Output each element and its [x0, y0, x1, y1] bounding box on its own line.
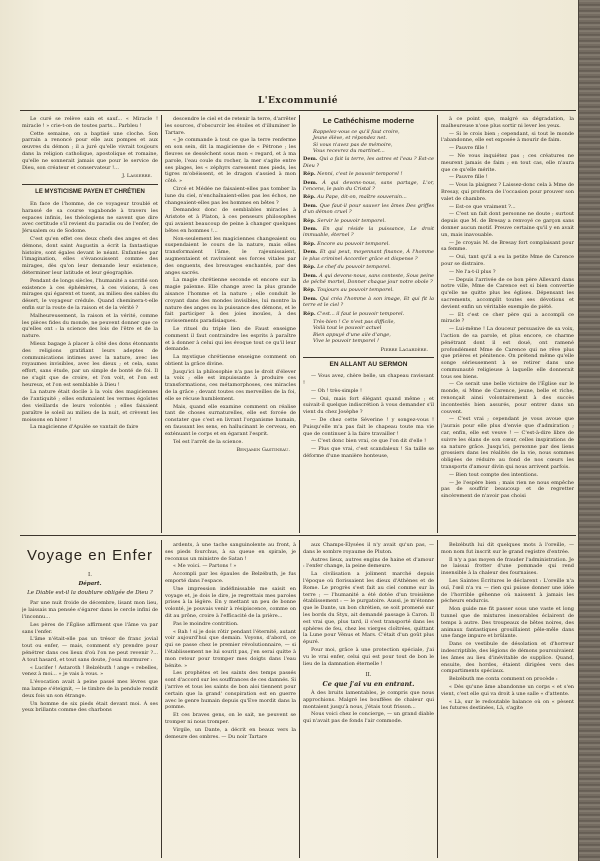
paragraph: Mais, quand elle examine comment on réalise tant de choses surnaturelles, elle est forcée de constater que c'est en livrant l'organisme humain, en faussant les sens, en hallucinant le cerveau, en exténuant le corps et en égarant l'esprit.	[165, 403, 296, 437]
paragraph: Pas le moindre contrition.	[173, 620, 239, 627]
dialogue-text: C'est... il faut le pouvoir temporel.	[317, 310, 405, 317]
verse-line: Voilà tout le pouvoir actuel	[313, 325, 382, 332]
speaker-label: Rép.	[303, 287, 316, 294]
closing-stanza	[313, 319, 434, 345]
speaker-label: Rép.	[303, 194, 316, 201]
column-rule	[299, 115, 300, 533]
paragraph: — Depuis l'arrivée de ce bon père Allevard dans notre ville, Mme de Carence est si bien convertie qu'elle ne quitte plus les églises. Dépensant les sacrements, accomplit toutes ses dévotions et devient enfin un véritable exemple de piété.	[441, 276, 574, 310]
speaker-label: Rép.	[303, 310, 316, 317]
catechism-dialogue	[303, 156, 434, 317]
dialogue-text: En qui réside la puissance, Le droit immuable, éternel ?	[303, 226, 434, 239]
dialogue-line	[303, 194, 434, 200]
column-rule	[437, 540, 438, 858]
paragraph: Mon guide me fit passer sous une vaste et long tunnel que de mixtures inexorables éclairent de temps à autre. Des troupeaux de bêtes noires, des animaux fantastiques grouillaient pêle-mêle dans une fange impure et brûlante.	[441, 606, 574, 640]
chapter-number: II.	[365, 672, 372, 679]
paragraph: À des bruits lamentables, je compris que nous approchions. Malgré les bouffées de chaleur qui montaient jusqu'à nous, j'étais tout frisson...	[303, 689, 434, 710]
paragraph: « Me voici. — Partons ! »	[173, 563, 237, 570]
signature: Benjamin Gastineau.	[236, 447, 290, 454]
speaker-label: Dem.	[303, 272, 318, 279]
paragraph: ardents, à une tache sanguinolente au front, à ses pieds fourchus, à sa queue en spirale, je reconnus un ministre de Satan !	[165, 542, 296, 562]
chapter-number: I.	[88, 572, 92, 578]
column-rule	[161, 540, 162, 858]
paragraph: « Je commande à tout ce que la terre renferme en son sein, dit la magicienne de « Pétrone ; les fleuves se dessèchent sous mon « regard, et à ma parole, l'eau coule du rocher, la mer s'agite entre ses plages, les « zéphyrs caressent mes pieds, les tigres m'obéissent, et le dragon s'assied à mon côté. »	[165, 137, 296, 185]
dialogue-line	[303, 156, 434, 169]
paragraph: L'évocation avait à peine passé mes lèvres que ma lampe s'éteignit, — le timbre de la pendule rendit deux fois un son étrange.	[22, 679, 158, 699]
chapter-title: Ce que j'ai vu en entrant.	[322, 680, 415, 689]
dialogue-line	[303, 287, 434, 293]
dialogue-line	[303, 273, 434, 286]
paragraph: Circé et Médée ne faisaient-elles pas tomber la lune du ciel, n'enchaînaient-elles pas les échos, ne changeaient-elles pas les hommes en bêtes ?	[165, 185, 296, 206]
paragraph: La mystique chrétienne enseigne comment on obtient la grâce divine.	[165, 354, 296, 367]
paragraph: Le rituel du triple lien de Faust enseigne comment il faut contraindre les esprits à paraître et à donner à celui qui les évoque tout ce qu'il leur demande.	[165, 325, 296, 353]
dialogue-text: Nenni, c'est le pouvoir temporel !	[317, 171, 403, 178]
paragraph: Mieux bagage à placer à côté des dons étonnants des religions gratifiant leurs adeptes de communications intimes avec la nature, avec les royaumes invisibles, avec les dieux ; et cela, sans effort, sans étude, par un simple de bonté de foi. Il ne s'agit que de croire, et l'on voit, et l'on est heureux, et l'on est semblable à Dieu !	[22, 340, 158, 388]
paragraph: Les pères de l'Église affirment que l'âme va par sans l'enfer.	[22, 621, 158, 635]
paragraph: « Bah ! si je dois rôtir pendant l'éternité, autant voir aujourd'hui que demain. Voyons, d'abord, ce qui se passe chez le premier révolutionnaire, — si l'établissement ne lui sourit pas, j'en serai quitte à mon retour pour tromper mes doigts dans l'eau bénite. »	[165, 628, 296, 669]
paragraph: — Est-ce que vraiment ?...	[449, 203, 516, 210]
speaker-label: Dem.	[303, 226, 318, 233]
bottom-column-1	[22, 570, 158, 858]
paragraph: Jusqu'ici la philosophie n'a pas le droit d'élever la voix ; elle est impuissante à produire ces transformations, ces métamorphoses, ces miracles de la grâce ; devant toutes ces merveilles de la foi, elle se récuse humblement.	[165, 368, 296, 402]
article-title: LE MYSTICISME PAYEN ET CHRÉTIEN	[35, 189, 145, 196]
paragraph: — C'est donc bien vrai, ce que l'on dit d'elle !	[311, 438, 427, 445]
verse-line: Jeune élève, et répondez net.	[313, 135, 387, 142]
paragraph: — Et c'est ce cher père qui a accompli ce miracle ?	[441, 311, 574, 325]
dialogue-text: À qui devons-nous, sans conteste, Sous peine de péché mortel, Donner chaque jour notre obole ?	[303, 272, 434, 285]
paragraph: — Bien tout compte des intentions.	[449, 471, 539, 478]
verse-line: Rappelez-vous ce qu'il faut croire,	[313, 128, 400, 135]
paragraph: — Ne vous inquiétez pas ; ces créatures ne meurent jamais de faim ; en tout cas, elle n'aura que ce qu'elle mérite.	[441, 152, 574, 173]
paragraph: Accompli par les épaules de Belzébuth, je fus emporté dans l'espace.	[165, 571, 296, 584]
column-rule	[161, 115, 162, 533]
speaker-label: Dem.	[303, 179, 318, 186]
verse-line: Si vous n'avez pas de mémoire,	[313, 141, 393, 148]
paragraph: Belzébuth me conta comment on procède :	[449, 676, 558, 683]
paragraph: Dans ce vestibule de désolation et d'horreur indescriptible, des légions de démons poursuivaient les âmes au lieu d'inévitable de supplice. Quand, ensuite, des hordes, étaient dirigées vers des compartiments spéciaux.	[441, 641, 574, 675]
paragraph: — C'est un fait dont personne ne doute ; surtout depuis que M. de Bresay a renvoyé ce garçon sans donner aucun motif. Preuve certaine qu'il y en avait un, mais inavouable.	[441, 211, 574, 238]
bottom-column-4	[441, 542, 574, 858]
dialogue-line	[303, 311, 434, 317]
paragraph: Pendant de longs siècles, l'humanité a sacrifié son existence à ces éphémères, à ces visions, à ces mirages qui égarent et tuent, au milieu des sables du désert, le voyageur crédule. Quand cheminera-t-elle enfin sur la route de la raison et de la vérité ?	[22, 277, 158, 311]
paragraph: — Je l'espère bien ; mais rien ne nous empêche pas de souffrir beaucoup et de regretter sincèrement de n'avoir pas choisi	[441, 479, 574, 500]
paragraph: — Oui, tant qu'il a eu la petite Mme de Carence pour se distraire.	[441, 254, 574, 267]
paragraph: La magie chrétienne seconde et encore sur la magie païenne. Elle change avec la plus grande aisance l'homme et la nature ; elle conduit le croyant dans des mondes invisibles, lui montre la nature des anges ou la puissance des démons, et le fait participer à des joies inouïes, à des ravissements paradisiaques.	[165, 277, 296, 325]
dialogue-line	[303, 218, 434, 224]
paragraph: La civilisation a joliment marché depuis l'époque où florissaient les dieux d'Athènes et de Rome. Le progrès s'est fait au ciel comme sur la terre ; — l'humanité a été dotée d'un troisième établissement : — le purgatoire. Aussi, je m'étonne que le Dante, un bon chrétien, se soit promené sur les bords du Styx, ait demandé passage à Caron. Il est vrai que, plus tard, il s'est transporté dans les sphères de feu, chez les vierges cloîtrées, quittant la Lune pour Vénus et Mars. C'était d'un goût plus épuré.	[303, 571, 434, 646]
divider	[22, 184, 158, 185]
paragraph: — Vous la plaignez ? Laissez-donc cela à Mme de Bresay, qui profitera de l'occasion pour prouver son valet de chambre.	[441, 182, 574, 202]
speaker-label: Rép.	[303, 264, 316, 271]
paragraph: Nous voici chez le concierge, — un grand diable qui n'avait pas de fonds l'air commode.	[303, 711, 434, 725]
dialogue-line	[303, 226, 434, 239]
paragraph: — Lui-même ! La douceur persuasive de sa voix, l'action de sa parole, et plus encore, ce charme pénétrant dont il est doué, ont ramené profondément Mme de Carence qui ne rêve plus que prières et pénitence. On prétend même qu'elle songe sérieusement à se retirer dans une communauté religieuse à laquelle elle donnerait tous ses biens.	[441, 326, 574, 380]
paragraph: La nature était docile à la voix des magiciennes de l'antiquité ; elles enfumaient les vermes égoïstes des vieillards de leurs volontés ; elles faisaient paraître le soleil au milieu de la nuit, et crèvent les moissons en hiver !	[22, 389, 158, 423]
paragraph: — C'est vrai ; cependant je vous avoue que j'aurais pour elle plus d'envie que d'admiration ; car, enfin, elle est veuve ! — C'est-à-dire libre de suivre les élans de son cœur, celles inspirations de sa nature grâce. Jusqu'ici, personne par des liens grossiers dans les réalités de la vie, nous sommes obligées de réduire au fond de nos cœurs les transports d'amour divin qui nous arrivent parfois.	[441, 416, 574, 471]
paragraph: Il n'y a pas moyen de frauder l'administration. Je ne laissai frotter d'une pommade qui rend insensible à la chaleur des fournaises.	[441, 556, 574, 577]
paragraph: « Dès qu'une âme abandonne un corps « et s'en vient, c'est elle qui va droit à une salle « d'attente.	[441, 683, 574, 697]
paragraph: — Pauvre fille !	[449, 145, 488, 152]
section-title: EN ALLANT AU SERMON	[329, 361, 408, 369]
column-2	[165, 116, 296, 532]
feuilleton-title: Voyage en Enfer	[27, 547, 153, 564]
paragraph: — Ce serait une belle victoire de l'Église sur le monde, si Mme de Carence, jeune, belle et riche, renonçait ainsi volontairement à des succès incontestés bien assurés, pour entrer dans un couvent.	[441, 381, 574, 415]
paragraph: Un homme de six pieds était devant moi. À ses yeux brillants comme des charbons	[22, 700, 158, 714]
dialogue-text: Au Pape, dit-on, maître souverain...	[317, 194, 407, 201]
column-1	[22, 116, 158, 532]
dialogue-text: Et qui peut, moyennant finance, À l'homme le plus criminel Accorder grâce et dispense ?	[303, 249, 434, 262]
paragraph: Tel est l'arrêt de la science.	[173, 438, 243, 445]
paragraph: C'est qu'en effet ces deux chefs des anges et des démons, dont saint Augustin a écrit la fantastique histoire, sont égales devant le néant. Enfantées par l'imagination, elles s'évanouissent comme des mirages, dès qu'on leur demande leur existence, déterminer leur latitude et leur géographie.	[22, 235, 158, 276]
dialogue-text: Que faut-il pour sauver les âmes Des griffes d'un démon cruel ?	[303, 202, 434, 216]
verse-line: Bien appuyé d'une aile d'ange,	[313, 331, 391, 338]
speaker-label: Dem.	[303, 249, 318, 256]
paragraph: — Je croyais M. de Bresay fort complaisant pour sa femme.	[441, 239, 574, 253]
paragraph: — Vous avez, chère belle, un chapeau ravissant !	[303, 373, 434, 386]
paragraph: Et ces braves gens, on le sait, ne peuvent se tromper ni nous tromper.	[165, 712, 296, 725]
paragraph: descendre le ciel et de retenir la terre, d'arrêter les sources, d'obscurcir les étoiles et d'illuminer le Tartare.	[165, 116, 296, 136]
paragraph: Virgile, un Dante, a décrit en beaux vers la demeure des ombres. — Du noir Tartare	[165, 726, 296, 740]
bottom-column-3	[303, 542, 434, 858]
dialogue-line	[303, 203, 434, 216]
speaker-label: Dem.	[303, 295, 318, 302]
paragraph: Belzébuth lui dit quelques mots à l'oreille, — mon nom fut inscrit sur le grand registre d'entrée.	[441, 542, 574, 555]
dialogue-text: Le chef du pouvoir temporel.	[317, 264, 391, 271]
paragraph: L'âme n'était-elle pas un trésor de franc jovial tout ou enfer, — mais, comment s'y prendre pour pénétrer dans ces lieux d'où l'on ne peut revenir ?... A tout hasard, et tout sans doute, j'osai murmurer :	[22, 636, 158, 663]
paragraph: « Là, sur le redoutable balance où on « pèsent les futures destinées, Là, s'agite	[441, 698, 574, 712]
signature: J. Lasserre.	[122, 173, 152, 180]
paragraph: — Ne l'a-t-il plus ?	[449, 268, 496, 275]
divider	[303, 357, 434, 358]
dialogue-line	[303, 241, 434, 247]
chapter-subtitle: Le Diable est-il la doublure obligée de Dieu ?	[27, 589, 153, 596]
dialogue-line	[303, 249, 434, 262]
paragraph: — Plus que vrai, c'est scandaleux ! Sa taille se déforme d'une manière honteuse,	[303, 446, 434, 459]
speaker-label: Dem.	[303, 156, 318, 163]
paragraph: — Pauvre fille !	[449, 174, 488, 181]
speaker-label: Dem.	[303, 202, 318, 209]
bottom-column-2	[165, 542, 296, 858]
book-binding-edge	[578, 0, 600, 861]
paragraph: Par une nuit froide de décembre, lisant mon lieu, je laissais ma pensée s'égarer dans le cercle infini de l'inconnu...	[22, 600, 158, 620]
verse-line: Vous recevrez du martinet...	[313, 148, 385, 155]
signature: Pierre Lagardère.	[380, 346, 428, 353]
column-3	[303, 116, 434, 532]
column-4	[441, 116, 574, 532]
paragraph: En face de l'homme, de ce voyageur troublé et harassé de sa course vagabonde à travers les espaces infinis, les théologiens ne savent que dire avec certitude s'il revient du paradis ou de l'enfer, de Jérusalem ou de Sodome.	[22, 200, 158, 235]
paragraph: Le curé se relève sain et sauf... « Miracle ! miracle ! » crie-t-on de toutes parts... Parbleu !	[22, 116, 158, 129]
paragraph: aux Champs-Élysées il n'y avait qu'un pas, — dans le sombre royaume de Pluton.	[303, 542, 434, 555]
dialogue-text: Encore au pouvoir temporel.	[317, 240, 390, 247]
dialogue-line	[303, 296, 434, 309]
paragraph: — Oui, mais fort élégant quand même ; et suivait-il quelque indiscrétion à vous demander s'il vient du chez Josèphe ?	[303, 395, 434, 416]
dialogue-line	[303, 264, 434, 270]
paragraph: Les prophètes et les saints des temps passés sont d'accord sur les souffrances de ces damnés. Si j'arrive et tous les saints de bon aloi tiennent pour certain que la grand' conspiration est en guerre avec le genre humain depuis qu'Eve mordit dans la pomme.	[165, 670, 296, 711]
dialogue-text: Qui a fait la terre, les astres et l'eau ? Est-ce Dieu ?	[303, 156, 434, 169]
dialogue-line	[303, 180, 434, 193]
dialogue-text: À qui devons-nous, sans partage, L'or, l'encens, le pain du Cristal ?	[303, 179, 434, 193]
column-rule	[299, 540, 300, 858]
header-rule	[20, 110, 576, 111]
paragraph: Autres lieux, autres engins de haine et d'amour : l'enfer change, la peine demeure.	[303, 556, 434, 570]
epigraph	[313, 129, 434, 155]
page-header: L'Excommunié	[257, 96, 339, 106]
paragraph: La magicienne d'Apulée se vantait de faire	[30, 424, 139, 431]
dialogue-text: Qui créa l'homme à son image, Et qui fit la terre et le ciel ?	[303, 295, 434, 309]
paragraph: à ce point que, malgré sa dégradation, la malheureuse n'ose plus sortir ni lever les yeux.	[441, 116, 574, 129]
paragraph: Pour moi, grâce à une protection spéciale, j'ai vu le vrai enfer, celui qui est pour tout de bon le lieu de la damnation éternelle !	[303, 646, 434, 667]
speaker-label: Rép.	[303, 171, 316, 178]
verse-line: Vive le pouvoir temporel !	[313, 338, 379, 345]
paragraph: Une impression indéfinissable me saisit en voyage et, je dois le dire, je regrettais mes paroles prises à la légère. En y mettant un peu de bonne volonté, je pouvais venir à résipiscence, comme on dit au prône, croire à l'efficacité de la prière...	[165, 585, 296, 619]
dialogue-text: Toujours au pouvoir temporel.	[317, 287, 394, 294]
paragraph: Malheureusement, la raison et la vérité, comme les pièces fides du monde, ne peuvent donner que ce qu'elles ont : la science des lois de l'être et de la nature.	[22, 312, 158, 340]
chapter-title: Départ.	[78, 580, 102, 587]
verse-line: Très-bien ! Ce n'est pas difficile,	[313, 318, 396, 325]
paragraph: — Si le crois bien ; cependant, si tout le monde l'abandonne, elle est exposée à mourir de faim.	[441, 130, 574, 144]
paragraph: Non-seulement les magiciennes changeaient ou suspendaient le cours de la nature, mais elles transformaient l'âme, le rajeunissaient, augmentaient et ravivaient ses forces vitales par des onguents, des breuvages enchantés, par des anges sacrés.	[165, 235, 296, 276]
paragraph: Les Saintes Écritures le déclarent : L'oreille n'a ouï, l'œil n'a vu — rien qui puisse donner une idée de l'horrible géhenne où naissent à jamais les pécheurs endurcis.	[441, 577, 574, 605]
section-rule	[20, 535, 576, 536]
poem-title: Le Cathéchisme moderne	[322, 116, 415, 125]
paragraph: « Lucifer ! Astaroth ! Belzébuth ! ange « rebelles, venez à moi... » je vais à vous. »	[22, 664, 158, 678]
paragraph: — De chez cette Séverine ! y songez-vous ! Puisqu'elle m'a pas fait le chapeau toute ma vie que de continuer à la faire travailler !	[303, 416, 434, 437]
paragraph: — Oh ! très-simple !	[311, 387, 362, 394]
speaker-label: Rép.	[303, 240, 316, 247]
speaker-label: Rép.	[303, 217, 316, 224]
dialogue-text: Servir le pouvoir temporel.	[317, 217, 386, 224]
column-rule	[437, 115, 438, 533]
paragraph: Demandez donc de semblables miracles à Aristote et à Platon, à ces penseurs philosophes qui avaient beaucoup de peine à changer quelques bêtes en hommes !...	[165, 207, 296, 234]
paragraph: Cette semaine, on a baptisé une cloche. Son parrain a renoncé pour elle aux pompes et aux œuvres du démon ; il a juré qu'elle vivrait toujours dans la religion catholique, apostolique et romaine, qu'elle ne sonnerait jamais que pour le service de Dieu, son créateur et conservateur !...	[22, 130, 158, 171]
dialogue-line	[303, 171, 434, 177]
